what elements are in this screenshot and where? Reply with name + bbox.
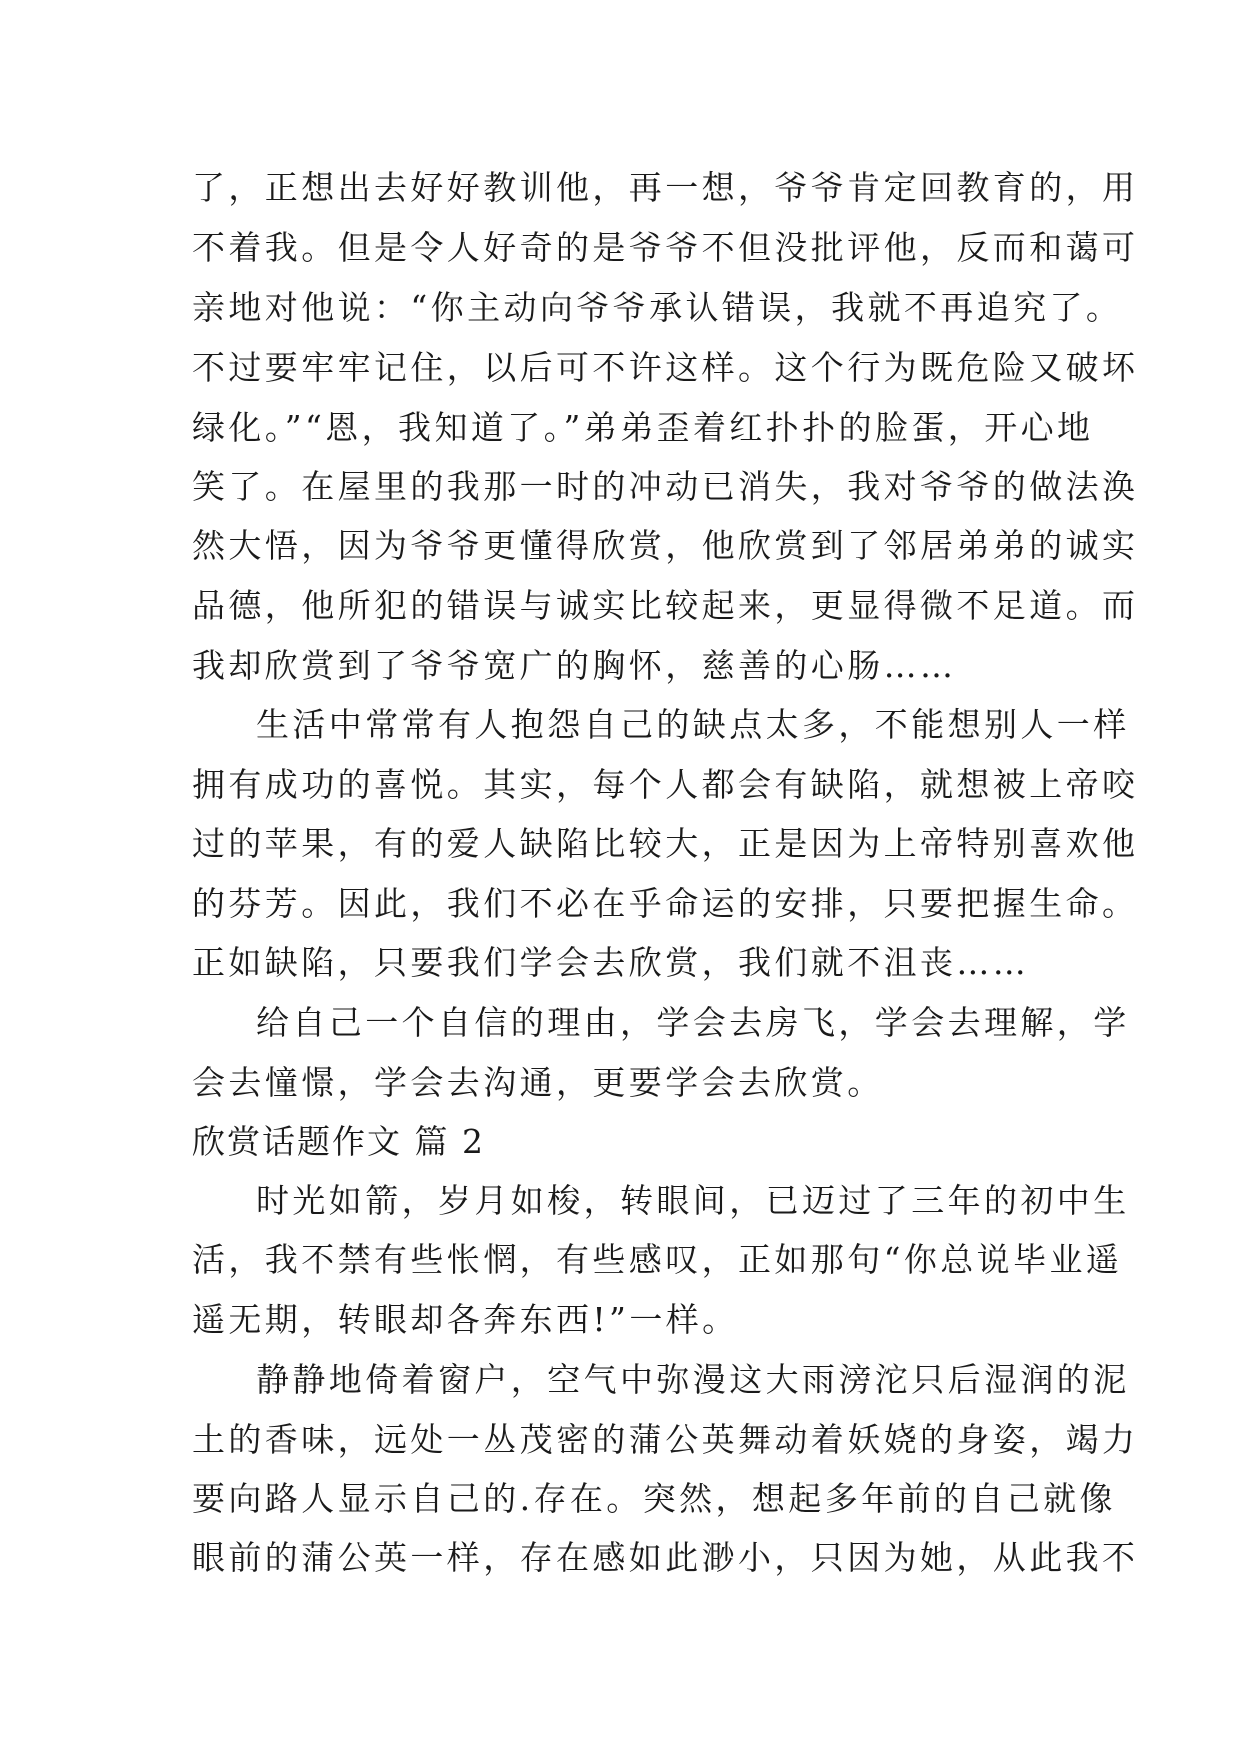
text-line: 过的苹果，有的爱人缺陷比较大，正是因为上帝特别喜欢他 — [192, 824, 1139, 863]
section-heading: 欣赏话题作文 篇 2 — [192, 1122, 485, 1161]
text-line: 不过要牢牢记住，以后可不许这样。这个行为既危险又破坏 — [192, 348, 1139, 387]
text-line: 眼前的蒲公英一样，存在感如此渺小，只因为她，从此我不 — [192, 1538, 1139, 1577]
text-line: 绿化。”“恩，我知道了。”弟弟歪着红扑扑的脸蛋，开心地 — [192, 408, 1094, 447]
paragraph-first-line: 静静地倚着窗户，空气中弥漫这大雨滂沱只后湿润的泥 — [256, 1360, 1130, 1399]
paragraph-first-line: 时光如箭，岁月如梭，转眼间，已迈过了三年的初中生 — [256, 1181, 1130, 1220]
text-line: 然大悟，因为爷爷更懂得欣赏，他欣赏到了邻居弟弟的诚实 — [192, 526, 1139, 565]
text-line: 了，正想出去好好教训他，再一想，爷爷肯定回教育的，用 — [192, 168, 1139, 207]
text-line: 土的香味，远处一丛茂密的蒲公英舞动着妖娆的身姿，竭力 — [192, 1420, 1139, 1459]
paragraph-first-line: 生活中常常有人抱怨自己的缺点太多，不能想别人一样 — [256, 705, 1130, 744]
text-line: 不着我。但是令人好奇的是爷爷不但没批评他，反而和蔼可 — [192, 228, 1139, 267]
text-line: 笑了。在屋里的我那一时的冲动已消失，我对爷爷的做法涣 — [192, 467, 1139, 506]
text-line: 遥无期，转眼却各奔东西!”一样。 — [192, 1300, 739, 1339]
paragraph-first-line: 给自己一个自信的理由，学会去房飞，学会去理解，学 — [256, 1003, 1130, 1042]
text-line: 拥有成功的喜悦。其实，每个人都会有缺陷，就想被上帝咬 — [192, 765, 1139, 804]
text-line: 的芬芳。因此，我们不必在乎命运的安排，只要把握生命。 — [192, 884, 1139, 923]
text-line: 会去憧憬，学会去沟通，更要学会去欣赏。 — [192, 1063, 884, 1102]
text-line: 亲地对他说：“你主动向爷爷承认错误，我就不再追究了。 — [192, 288, 1123, 327]
text-line: 我却欣赏到了爷爷宽广的胸怀，慈善的心肠…… — [192, 646, 957, 685]
text-line: 品德，他所犯的错误与诚实比较起来，更显得微不足道。而 — [192, 586, 1139, 625]
text-line: 要向路人显示自己的.存在。突然，想起多年前的自己就像 — [192, 1479, 1116, 1518]
text-line: 活，我不禁有些怅惘，有些感叹，正如那句“你总说毕业遥 — [192, 1240, 1123, 1279]
text-line: 正如缺陷，只要我们学会去欣赏，我们就不沮丧…… — [192, 943, 1030, 982]
